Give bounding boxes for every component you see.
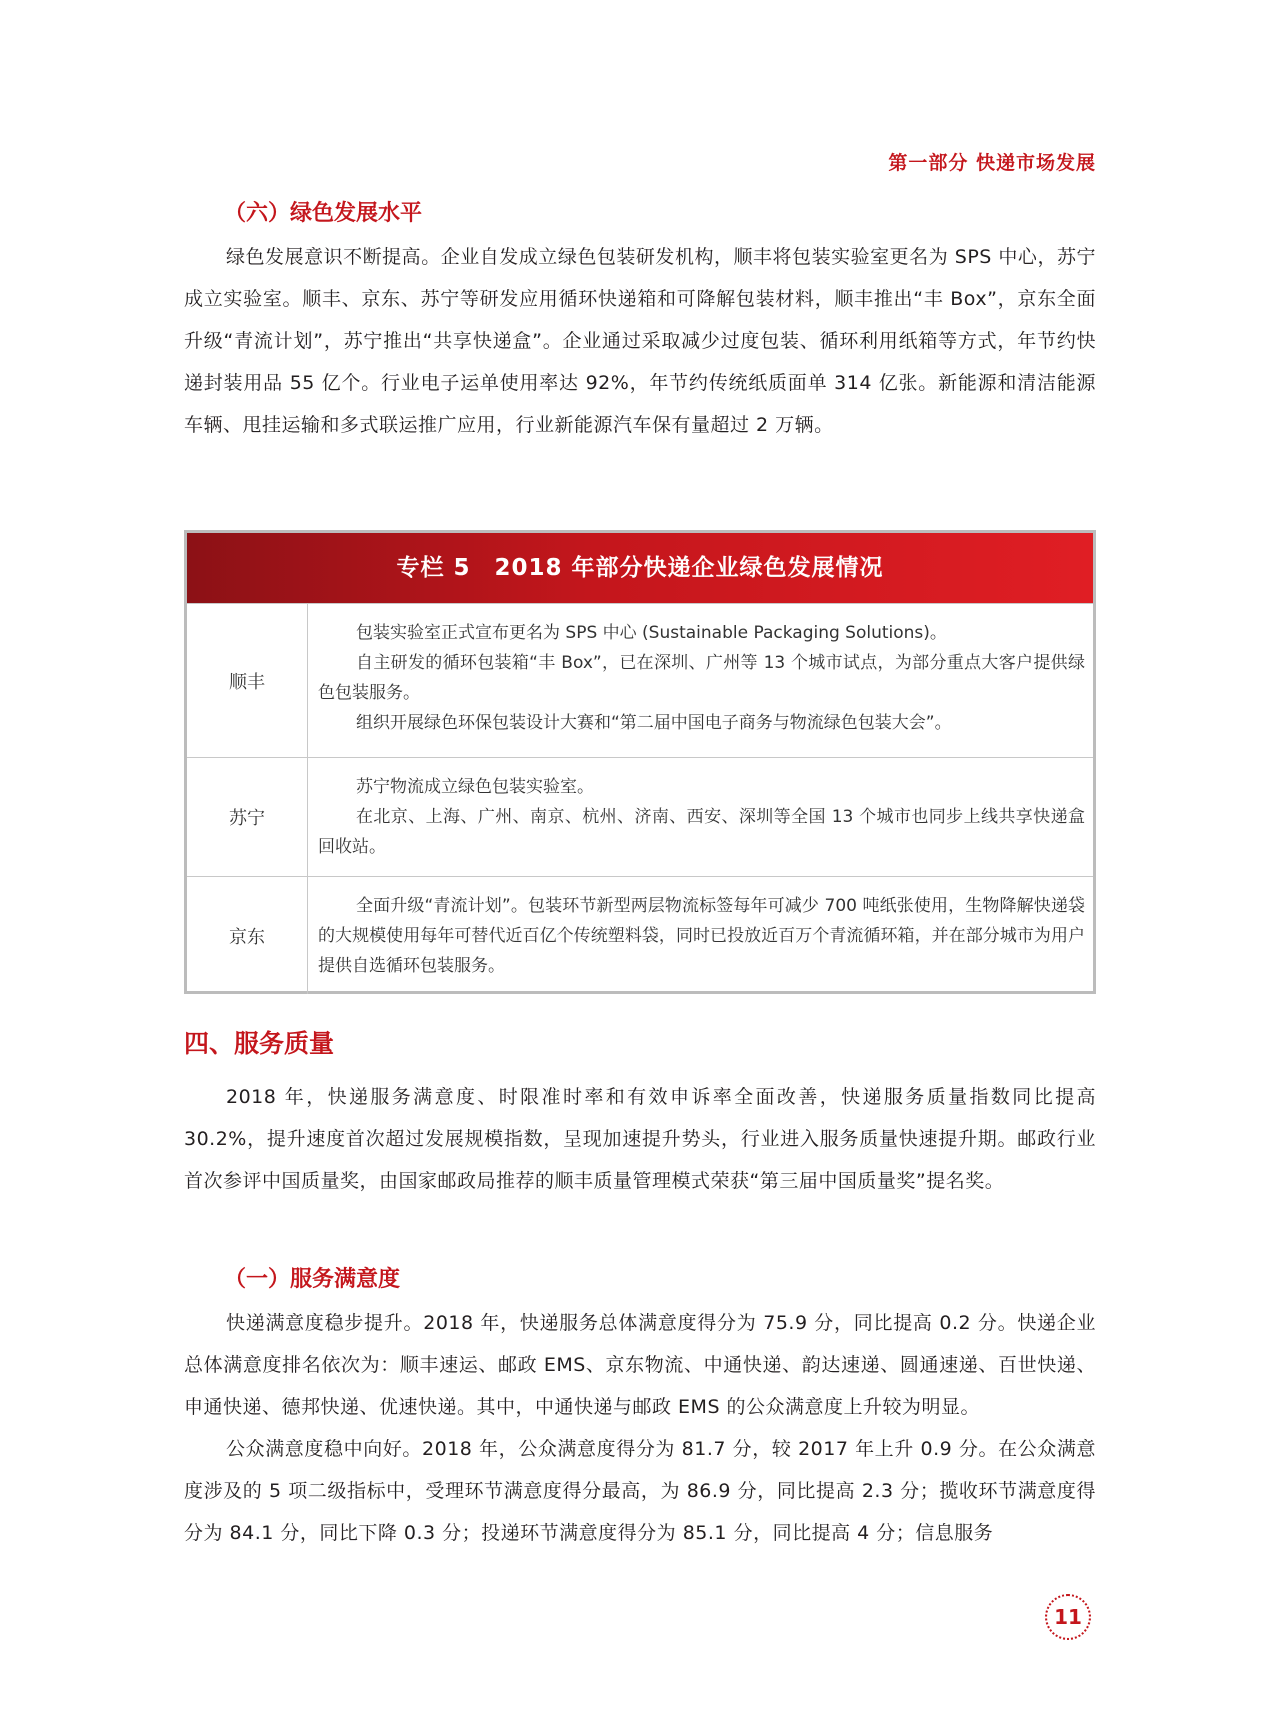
page-number: 11 — [1045, 1594, 1091, 1640]
green-heading: （六）绿色发展水平 — [224, 201, 423, 226]
row-label: 京东 — [187, 877, 308, 994]
running-header: 第一部分 快递市场发展 — [888, 152, 1096, 174]
satisfaction-heading: （一）服务满意度 — [224, 1267, 401, 1292]
row-body — [308, 877, 1093, 994]
service-section — [184, 1022, 1096, 1202]
box-row-suning — [187, 757, 1093, 876]
row-line: 全面升级“青流计划”。包装环节新型两层物流标签每年可减少 700 吨纸张使用，生物降解快递袋的大规模使用每年可替代近百亿个传统塑料袋，同时已投放近百万个青流循环箱，并在部分城市为用户提供自选循环包装服务。 — [318, 896, 1085, 976]
row-line: 组织开展绿色环保包装设计大赛和“第二届中国电子商务与物流绿色包装大会”。 — [356, 713, 952, 733]
row-line: 在北京、上海、广州、南京、杭州、济南、西安、深圳等全国 13 个城市也同步上线共享快递盒回收站。 — [318, 807, 1085, 857]
row-body — [308, 758, 1093, 876]
satisfaction-section — [184, 1262, 1096, 1554]
row-body — [308, 604, 1093, 757]
row-label: 苏宁 — [187, 758, 308, 876]
box-row-shunfeng — [187, 603, 1093, 757]
row-line: 包装实验室正式宣布更名为 SPS 中心 (Sustainable Packaging Solutions)。 — [356, 623, 947, 643]
green-paragraph: 绿色发展意识不断提高。企业自发成立绿色包装研发机构，顺丰将包装实验室更名为 SPS 中心，苏宁成立实验室。顺丰、京东、苏宁等研发应用循环快递箱和可降解包装材料，顺丰推出“丰 Box”，京东全面升级“青流计划”，苏宁推出“共享快递盒”。企业通过采取减少过度包装、循环利用纸箱等方式，年节约快递封装用品 55 亿个。行业电子运单使用率达 92%，年节约传统纸质面单 314 亿张。新能源和清洁能源车辆、甩挂运输和多式联运推广应用，行业新能源汽车保有量超过 2 万辆。 — [184, 246, 1096, 436]
row-label: 顺丰 — [187, 604, 308, 757]
sidebar-box — [184, 530, 1096, 994]
box-row-jd — [187, 876, 1093, 994]
row-line: 苏宁物流成立绿色包装实验室。 — [356, 777, 594, 797]
satisfaction-paragraph-2: 公众满意度稳中向好。2018 年，公众满意度得分为 81.7 分，较 2017 年上升 0.9 分。在公众满意度涉及的 5 项二级指标中，受理环节满意度得分最高，为 86.9 分，同比提高 2.3 分；揽收环节满意度得分为 84.1 分，同比下降 0.3 分；投递环节满意度得分为 85.1 分，同比提高 4 分；信息服务 — [184, 1438, 1096, 1544]
box-title: 专栏 5 2018 年部分快递企业绿色发展情况 — [187, 533, 1093, 603]
satisfaction-paragraph-1: 快递满意度稳步提升。2018 年，快递服务总体满意度得分为 75.9 分，同比提高 0.2 分。快递企业总体满意度排名依次为：顺丰速运、邮政 EMS、京东物流、中通快递、韵达速递、圆通速递、百世快递、申通快递、德邦快递、优速快递。其中，中通快递与邮政 EMS 的公众满意度上升较为明显。 — [184, 1312, 1096, 1418]
service-heading: 四、服务质量 — [184, 1029, 335, 1058]
service-paragraph: 2018 年，快递服务满意度、时限准时率和有效申诉率全面改善，快递服务质量指数同比提高 30.2%，提升速度首次超过发展规模指数，呈现加速提升势头，行业进入服务质量快速提升期。邮政行业首次参评中国质量奖，由国家邮政局推荐的顺丰质量管理模式荣获“第三届中国质量奖”提名奖。 — [184, 1086, 1096, 1192]
green-section — [184, 196, 1096, 446]
row-line: 自主研发的循环包装箱“丰 Box”，已在深圳、广州等 13 个城市试点，为部分重点大客户提供绿色包装服务。 — [318, 653, 1085, 703]
